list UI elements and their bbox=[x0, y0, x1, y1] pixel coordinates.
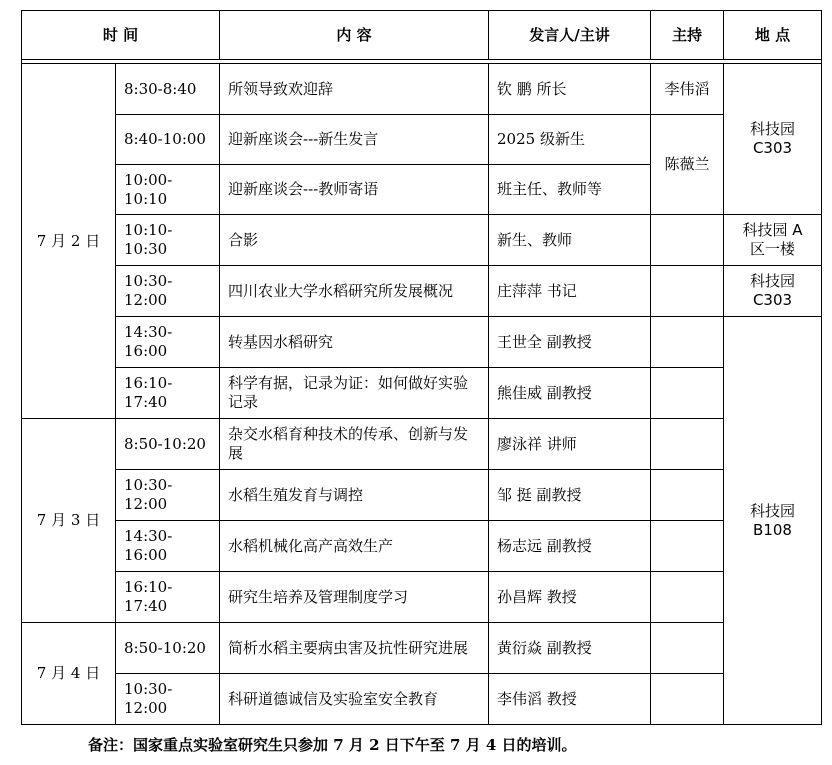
speaker-cell: 邹 挺 副教授 bbox=[489, 470, 651, 521]
content-cell: 水稻机械化高产高效生产 bbox=[220, 521, 489, 572]
location-cell bbox=[724, 317, 822, 725]
speaker-cell: 廖泳祥 讲师 bbox=[489, 419, 651, 470]
host-cell-empty bbox=[651, 674, 724, 725]
location-text: 科技园 C303 bbox=[750, 272, 796, 309]
table-row bbox=[22, 623, 822, 674]
table-row bbox=[22, 521, 822, 572]
footnote: 备注：国家重点实验室研究生只参加 7 月 2 日下午至 7 月 4 日的培训。 bbox=[88, 736, 577, 754]
host-cell-empty bbox=[651, 419, 724, 470]
host-cell: 陈薇兰 bbox=[651, 115, 724, 215]
time-cell: 16:10-17:40 bbox=[116, 572, 220, 623]
time-cell: 10:10-10:30 bbox=[116, 215, 220, 266]
content-cell: 科研道德诚信及实验室安全教育 bbox=[220, 674, 489, 725]
content-cell: 迎新座谈会---新生发言 bbox=[220, 115, 489, 165]
header-host: 主持 bbox=[651, 11, 724, 60]
time-cell: 8:30-8:40 bbox=[116, 64, 220, 115]
schedule-table bbox=[21, 10, 822, 725]
content-cell: 转基因水稻研究 bbox=[220, 317, 489, 368]
table-row bbox=[22, 266, 822, 317]
time-cell: 14:30-16:00 bbox=[116, 317, 220, 368]
content-cell: 迎新座谈会---教师寄语 bbox=[220, 165, 489, 215]
time-cell: 8:40-10:00 bbox=[116, 115, 220, 165]
host-cell-empty bbox=[651, 521, 724, 572]
content-cell: 杂交水稻育种技术的传承、创新与发展 bbox=[220, 419, 489, 470]
table-row bbox=[22, 674, 822, 725]
time-cell: 10:30-12:00 bbox=[116, 266, 220, 317]
content-cell: 合影 bbox=[220, 215, 489, 266]
speaker-cell: 班主任、教师等 bbox=[489, 165, 651, 215]
content-cell: 简析水稻主要病虫害及抗性研究进展 bbox=[220, 623, 489, 674]
table-row bbox=[22, 470, 822, 521]
speaker-cell: 李伟滔 教授 bbox=[489, 674, 651, 725]
host-cell-empty bbox=[651, 623, 724, 674]
location-text: 科技园 A 区一楼 bbox=[742, 221, 803, 258]
speaker-cell: 2025 级新生 bbox=[489, 115, 651, 165]
content-cell: 水稻生殖发育与调控 bbox=[220, 470, 489, 521]
table-row bbox=[22, 64, 822, 115]
speaker-cell: 庄萍萍 书记 bbox=[489, 266, 651, 317]
content-cell: 所领导致欢迎辞 bbox=[220, 64, 489, 115]
host-cell-empty bbox=[651, 572, 724, 623]
location-cell bbox=[724, 266, 822, 317]
speaker-cell: 黄衍焱 副教授 bbox=[489, 623, 651, 674]
time-cell: 10:30-12:00 bbox=[116, 470, 220, 521]
host-cell-empty bbox=[651, 317, 724, 368]
time-cell: 8:50-10:20 bbox=[116, 419, 220, 470]
location-text: 科技园 C303 bbox=[750, 120, 796, 157]
content-cell: 研究生培养及管理制度学习 bbox=[220, 572, 489, 623]
time-cell: 8:50-10:20 bbox=[116, 623, 220, 674]
header-speaker: 发言人/主讲 bbox=[489, 11, 651, 60]
host-cell-empty bbox=[651, 266, 724, 317]
day-cell: 7 月 2 日 bbox=[22, 64, 116, 419]
table-row bbox=[22, 215, 822, 266]
table-row bbox=[22, 115, 822, 165]
speaker-cell: 新生、教师 bbox=[489, 215, 651, 266]
table-row bbox=[22, 572, 822, 623]
speaker-cell: 钦 鹏 所长 bbox=[489, 64, 651, 115]
header-location: 地 点 bbox=[724, 11, 822, 60]
speaker-cell: 孙昌辉 教授 bbox=[489, 572, 651, 623]
header-content: 内 容 bbox=[220, 11, 489, 60]
location-cell bbox=[724, 64, 822, 215]
content-cell: 科学有据，记录为证：如何做好实验记录 bbox=[220, 368, 489, 419]
location-cell bbox=[724, 215, 822, 266]
table-row bbox=[22, 317, 822, 368]
speaker-cell: 王世全 副教授 bbox=[489, 317, 651, 368]
header-time: 时 间 bbox=[22, 11, 220, 60]
time-cell: 14:30-16:00 bbox=[116, 521, 220, 572]
table-row bbox=[22, 419, 822, 470]
host-cell-empty bbox=[651, 470, 724, 521]
time-cell: 10:00-10:10 bbox=[116, 165, 220, 215]
table-row bbox=[22, 368, 822, 419]
header-row bbox=[22, 11, 822, 60]
speaker-cell: 熊佳威 副教授 bbox=[489, 368, 651, 419]
time-cell: 10:30-12:00 bbox=[116, 674, 220, 725]
day-cell: 7 月 4 日 bbox=[22, 623, 116, 725]
speaker-cell: 杨志远 副教授 bbox=[489, 521, 651, 572]
location-text: 科技园 B108 bbox=[750, 501, 796, 539]
day-cell: 7 月 3 日 bbox=[22, 419, 116, 623]
time-cell: 16:10-17:40 bbox=[116, 368, 220, 419]
content-cell: 四川农业大学水稻研究所发展概况 bbox=[220, 266, 489, 317]
host-cell-empty bbox=[651, 215, 724, 266]
host-cell-empty bbox=[651, 368, 724, 419]
host-cell: 李伟滔 bbox=[651, 64, 724, 115]
